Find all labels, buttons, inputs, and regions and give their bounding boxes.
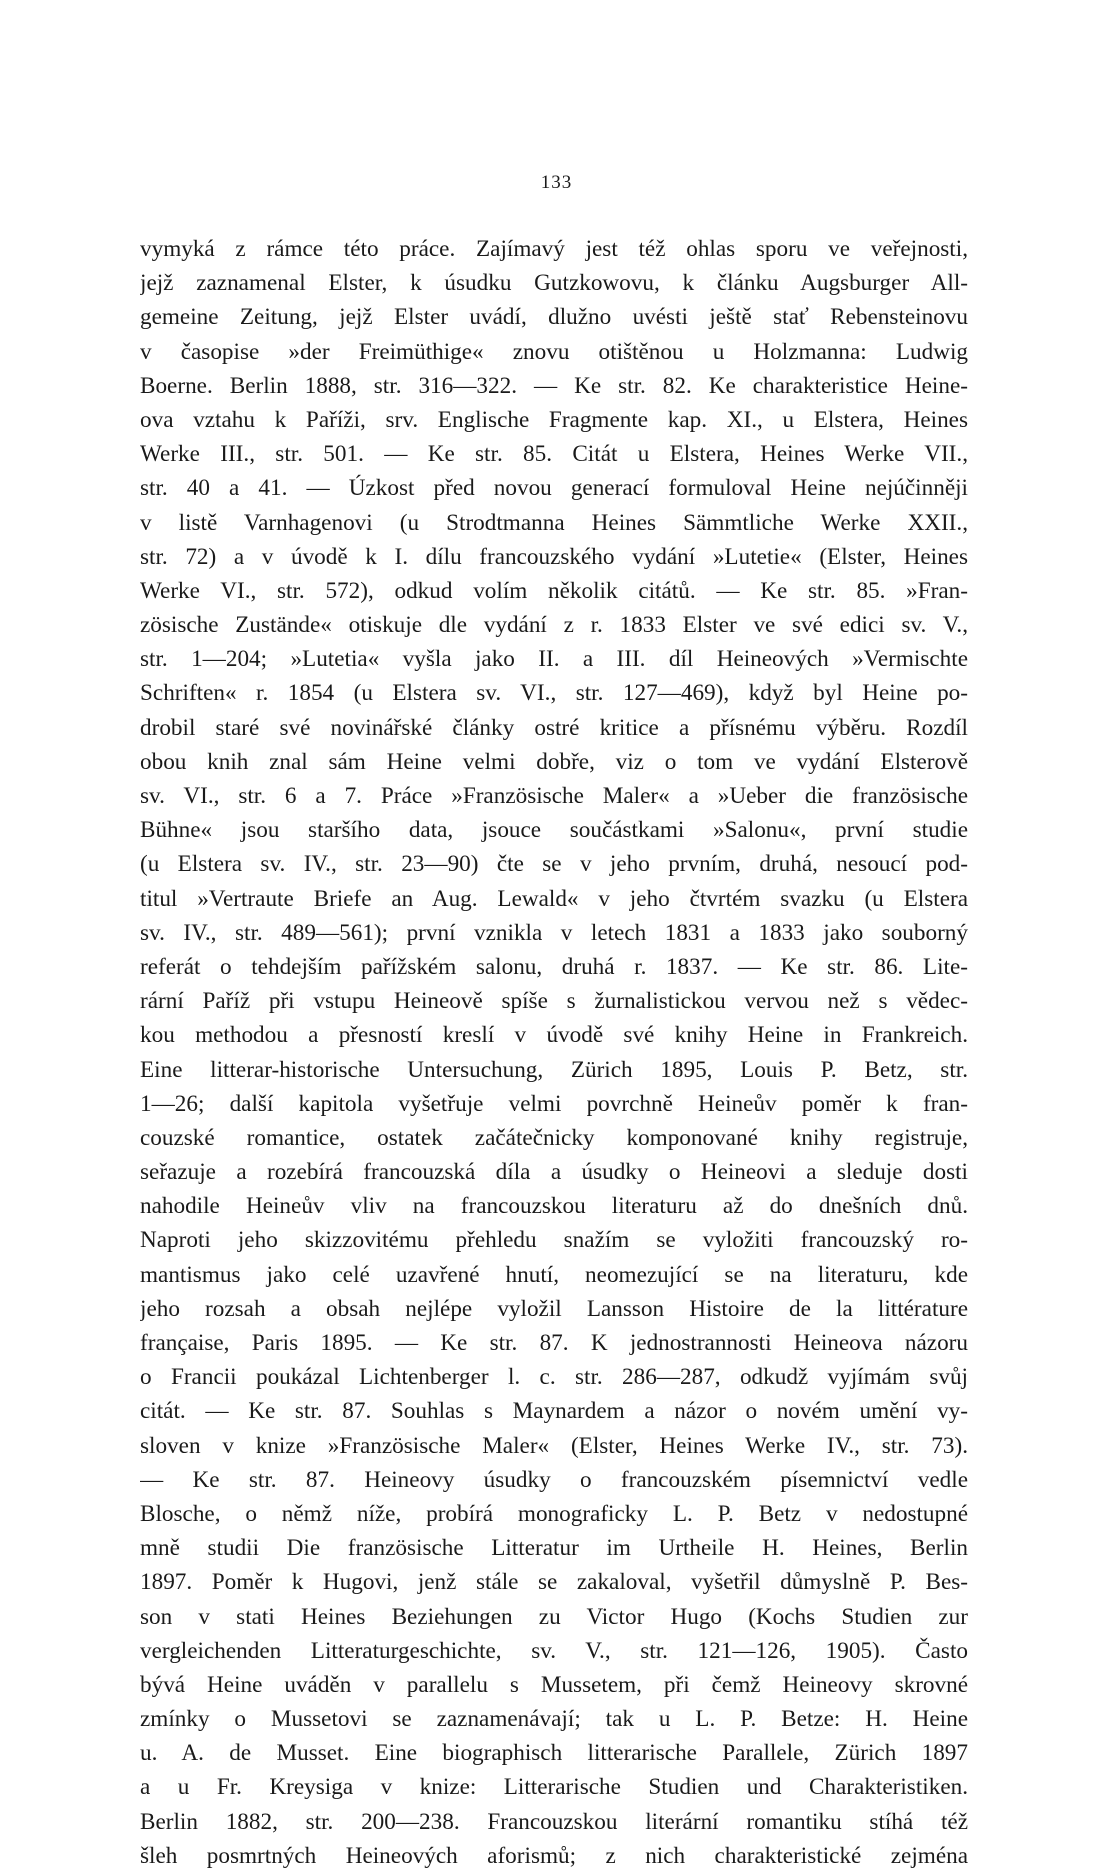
text-line: Berlin 1882, str. 200—238. Francouzskou literární romantiku stíhá též [140, 1808, 968, 1835]
text-line: Bühne« jsou staršího data, jsouce součástkami »Salonu«, první studie [140, 817, 968, 844]
text-line: v listě Varnhagenovi (u Strodtmanna Heines Sämmtliche Werke XXII., [140, 509, 968, 536]
text-line: Blosche, o němž níže, probírá monograficky L. P. Betz v nedostupné [140, 1500, 968, 1527]
text-line: sv. VI., str. 6 a 7. Práce »Französische Maler« a »Ueber die französische [140, 783, 968, 809]
text-line: française, Paris 1895. — Ke str. 87. K jednostrannosti Heineova názoru [140, 1330, 968, 1356]
text-line: Werke VI., str. 572), odkud volím několik citátů. — Ke str. 85. »Fran- [140, 577, 968, 604]
text-line: vergleichenden Litteraturgeschichte, sv. V., str. 121—126, 1905). Často [140, 1637, 968, 1664]
text-line: šleh posmrtných Heineových aforismů; z nich charakteristické zejména [140, 1842, 968, 1869]
text-line: sloven v knize »Französische Maler« (Elster, Heines Werke IV., str. 73). [140, 1432, 968, 1459]
text-line: str. 1—204; »Lutetia« vyšla jako II. a III. díl Heineových »Vermischte [140, 646, 968, 673]
text-line: 1—26; další kapitola vyšetřuje velmi povrchně Heineův poměr k fran- [140, 1090, 968, 1117]
text-line: mantismus jako celé uzavřené hnutí, neomezující se na literaturu, kde [140, 1261, 968, 1288]
text-line: — Ke str. 87. Heineovy úsudky o francouzském písemnictví vedle [140, 1466, 968, 1493]
body-text [140, 232, 968, 1873]
text-line: v časopise »der Freimüthige« znovu otištěnou u Holzmanna: Ludwig [140, 338, 968, 365]
text-line: o Francii poukázal Lichtenberger l. c. str. 286—287, odkudž vyjímám svůj [140, 1364, 968, 1391]
text-line: u. A. de Musset. Eine biographisch litterarische Parallele, Zürich 1897 [140, 1740, 968, 1767]
text-line: a u Fr. Kreysiga v knize: Litterarische Studien und Charakteristiken. [140, 1774, 968, 1801]
text-line: sv. IV., str. 489—561); první vznikla v letech 1831 a 1833 jako souborný [140, 919, 968, 946]
text-line: ova vztahu k Paříži, srv. Englische Fragmente kap. XI., u Elstera, Heines [140, 406, 968, 433]
text-line: (u Elstera sv. IV., str. 23—90) čte se v jeho prvním, druhá, nesoucí pod- [140, 851, 968, 878]
text-line: 1897. Poměr k Hugovi, jenž stále se zakaloval, vyšetřil důmyslně P. Bes- [140, 1569, 968, 1596]
text-line: nahodile Heineův vliv na francouzskou literaturu až do dnešních dnů. [140, 1193, 968, 1220]
text-line: Werke III., str. 501. — Ke str. 85. Citát u Elstera, Heines Werke VII., [140, 441, 968, 468]
text-line: Eine litterar-historische Untersuchung, Zürich 1895, Louis P. Betz, str. [140, 1056, 968, 1083]
text-line: obou knih znal sám Heine velmi dobře, viz o tom ve vydání Elsterově [140, 748, 968, 775]
text-line: str. 40 a 41. — Úzkost před novou generací formuloval Heine nejúčinněji [140, 475, 968, 502]
text-line: citát. — Ke str. 87. Souhlas s Maynardem a názor o novém umění vy- [140, 1398, 968, 1425]
text-line: titul »Vertraute Briefe an Aug. Lewald« v jeho čtvrtém svazku (u Elstera [140, 885, 968, 912]
text-line: Boerne. Berlin 1888, str. 316—322. — Ke str. 82. Ke charakteristice Heine- [140, 372, 968, 399]
text-line: son v stati Heines Beziehungen zu Victor Hugo (Kochs Studien zur [140, 1603, 968, 1630]
text-line: referát o tehdejším pařížském salonu, druhá r. 1837. — Ke str. 86. Lite- [140, 953, 968, 980]
text-line: jeho rozsah a obsah nejlépe vyložil Lansson Histoire de la littérature [140, 1295, 968, 1322]
text-line: rární Paříž při vstupu Heineově spíše s žurnalistickou vervou než s vědec- [140, 988, 968, 1015]
text-line: zösische Zustände« otiskuje dle vydání z r. 1833 Elster ve své edici sv. V., [140, 612, 968, 639]
text-line: bývá Heine uváděn v parallelu s Mussetem, při čemž Heineovy skrovné [140, 1671, 968, 1698]
text-line: Naproti jeho skizzovitému přehledu snažím se vyložiti francouzský ro- [140, 1227, 968, 1254]
text-line: gemeine Zeitung, jejž Elster uvádí, dlužno uvésti ještě stať Rebensteinovu [140, 304, 968, 331]
text-line: zmínky o Mussetovi se zaznamenávají; tak u L. P. Betze: H. Heine [140, 1706, 968, 1733]
text-line: couzské romantice, ostatek začátečnicky komponované knihy registruje, [140, 1124, 968, 1151]
text-line: seřazuje a rozebírá francouzská díla a úsudky o Heineovi a sleduje dosti [140, 1159, 968, 1186]
text-line: kou methodou a přesností kreslí v úvodě své knihy Heine in Frankreich. [140, 1022, 968, 1049]
text-line: mně studii Die französische Litteratur im Urtheile H. Heines, Berlin [140, 1535, 968, 1562]
text-line: jejž zaznamenal Elster, k úsudku Gutzkowovu, k článku Augsburger All- [140, 270, 968, 297]
text-line: str. 72) a v úvodě k I. dílu francouzského vydání »Lutetie« (Elster, Heines [140, 543, 968, 570]
text-line: Schriften« r. 1854 (u Elstera sv. VI., str. 127—469), když byl Heine po- [140, 680, 968, 707]
page-number: 133 [540, 172, 573, 193]
text-line: vymyká z rámce této práce. Zajímavý jest též ohlas sporu ve veřejnosti, [140, 236, 968, 262]
text-line: drobil staré své novinářské články ostré kritice a přísnému výběru. Rozdíl [140, 714, 968, 741]
